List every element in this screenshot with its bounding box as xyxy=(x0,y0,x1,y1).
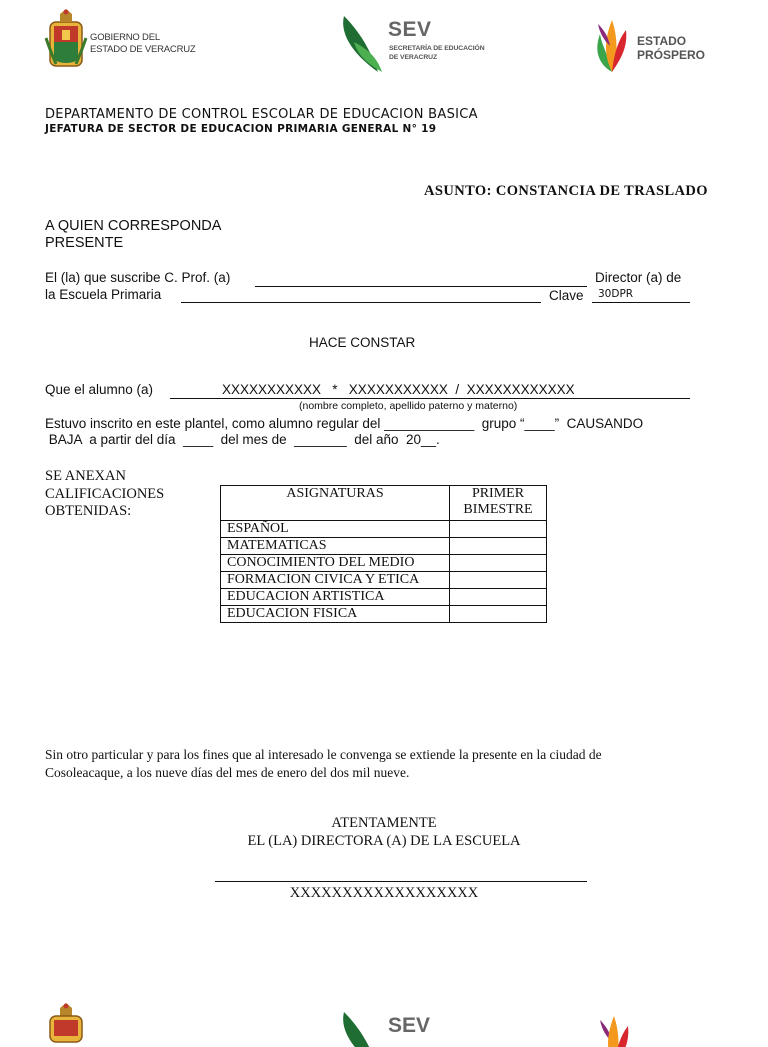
profesor-name-line[interactable] xyxy=(255,286,587,287)
table-row xyxy=(221,538,547,555)
table-row xyxy=(221,521,547,538)
asignaturas-header: ASIGNATURAS xyxy=(221,486,450,521)
greeting xyxy=(45,218,221,252)
closing-line-1: Sin otro particular y para los fines que al interesado le convenga se extiende la presente en la ciudad de xyxy=(45,747,602,762)
director-label: Director (a) de xyxy=(595,270,682,285)
closing-paragraph xyxy=(45,746,602,782)
grade-cell[interactable] xyxy=(450,555,547,572)
anexan-label: SE ANEXAN CALIFICACIONES OBTENIDAS: xyxy=(45,468,165,519)
department-title: DEPARTAMENTO DE CONTROL ESCOLAR DE EDUCACION BASICA xyxy=(45,107,478,122)
alumno-name-line xyxy=(170,398,690,399)
inscrito-line: Estuvo inscrito en este plantel, como alumno regular del ____________ grupo “____” CAUSANDO xyxy=(45,416,644,431)
estado-prospero-label: ESTADO PRÓSPERO xyxy=(637,34,706,62)
escuela-name-line[interactable] xyxy=(181,302,541,303)
sev-title: SEV xyxy=(388,18,432,41)
header xyxy=(0,0,768,90)
clave-label: Clave xyxy=(549,288,584,303)
department-subtitle: JEFATURA DE SECTOR DE EDUCACION PRIMARIA GENERAL N° 19 xyxy=(45,123,437,135)
veracruz-seal-logo xyxy=(44,1002,88,1042)
subject-cell: EDUCACION ARTISTICA xyxy=(221,589,450,606)
subject-cell: MATEMATICAS xyxy=(221,538,450,555)
subject-cell: ESPAÑOL xyxy=(221,521,450,538)
table-row xyxy=(221,572,547,589)
estado-prospero-flame-logo xyxy=(594,16,630,74)
sev-subtitle: SECRETARÍA DE EDUCACIÓN DE VERACRUZ xyxy=(389,45,485,61)
subject-cell: EDUCACION FISICA xyxy=(221,606,450,623)
sev-title: SEV xyxy=(388,1014,431,1037)
grade-cell[interactable] xyxy=(450,572,547,589)
grades-table-header xyxy=(221,486,547,521)
sev-leaf-logo xyxy=(338,1008,384,1038)
signature-line[interactable] xyxy=(215,881,587,882)
closing-line-2: Cosoleacaque, a los nueve días del mes de enero del dos mil nueve. xyxy=(45,765,410,780)
primer-bimestre-header: PRIMER BIMESTRE xyxy=(450,486,547,521)
director-name: XXXXXXXXXXXXXXXXXX xyxy=(289,885,479,901)
sev-leaf-logo xyxy=(338,12,384,76)
grade-cell[interactable] xyxy=(450,538,547,555)
grade-cell[interactable] xyxy=(450,606,547,623)
table-row xyxy=(221,606,547,623)
alumno-label: Que el alumno (a) xyxy=(45,382,154,397)
grade-cell[interactable] xyxy=(450,521,547,538)
greeting-line-2: PRESENTE xyxy=(45,235,124,251)
table-row xyxy=(221,555,547,572)
hace-constar-heading: HACE CONSTAR xyxy=(309,335,416,350)
grades-table xyxy=(220,485,547,623)
gobierno-veracruz-label: GOBIERNO DEL ESTADO DE VERACRUZ xyxy=(90,32,196,55)
alumno-name[interactable]: XXXXXXXXXXX * XXXXXXXXXXX / XXXXXXXXXXXX xyxy=(222,382,575,397)
estado-prospero-flame-logo xyxy=(596,1012,632,1032)
veracruz-seal-logo xyxy=(44,8,88,74)
baja-line: BAJA a partir del día ____ del mes de _______ del año 20__. xyxy=(45,432,440,447)
clave-line xyxy=(592,302,690,303)
footer xyxy=(0,996,768,1037)
grade-cell[interactable] xyxy=(450,589,547,606)
subject-cell: FORMACION CIVICA Y ETICA xyxy=(221,572,450,589)
clave-value[interactable]: 30DPR xyxy=(598,288,634,300)
asunto-heading: ASUNTO: CONSTANCIA DE TRASLADO xyxy=(424,183,708,199)
alumno-hint: (nombre completo, apellido paterno y materno) xyxy=(299,400,518,412)
director-role-label: EL (LA) DIRECTORA (A) DE LA ESCUELA xyxy=(247,833,521,849)
subject-cell: CONOCIMIENTO DEL MEDIO xyxy=(221,555,450,572)
greeting-line-1: A QUIEN CORRESPONDA xyxy=(45,218,222,234)
table-row xyxy=(221,589,547,606)
atentamente-label: ATENTAMENTE xyxy=(331,815,437,831)
suscribe-label: El (la) que suscribe C. Prof. (a) xyxy=(45,270,231,285)
escuela-label: la Escuela Primaria xyxy=(45,287,162,302)
